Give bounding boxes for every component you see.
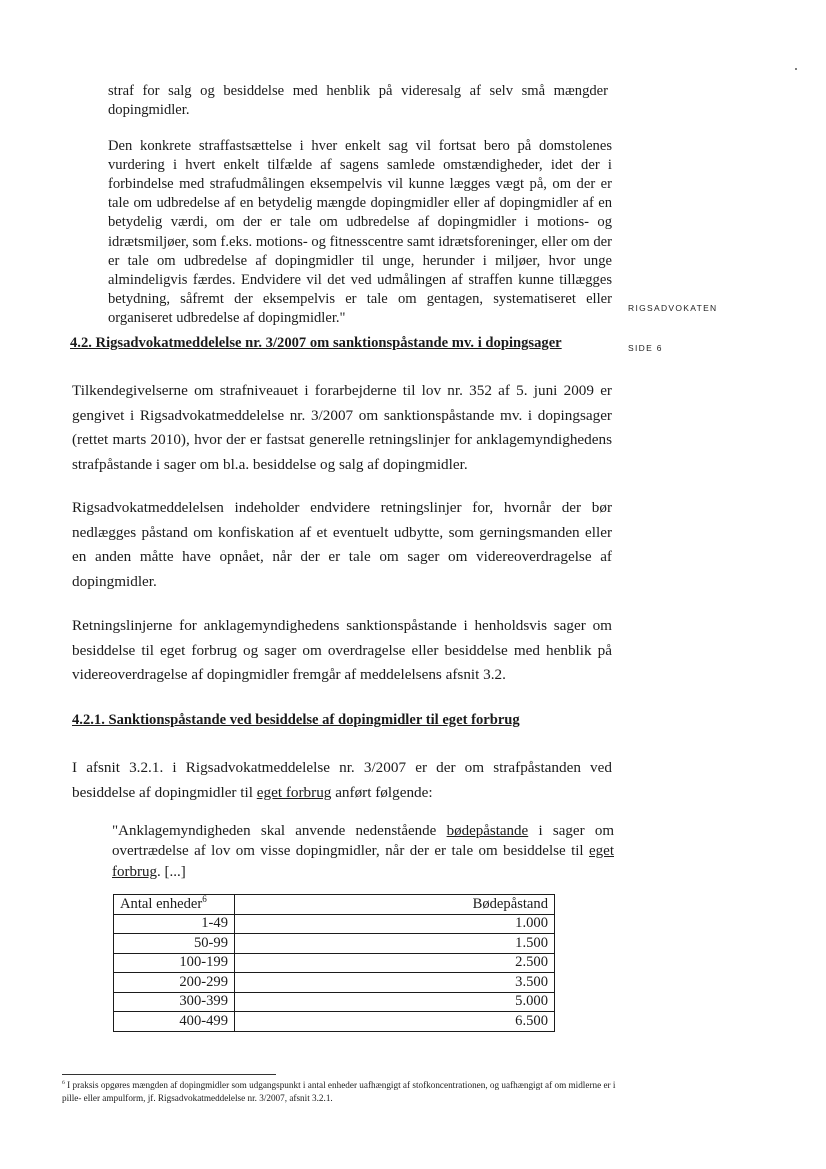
underlined-eget-forbrug: eget forbrug (256, 783, 332, 801)
col-header-units (114, 895, 235, 915)
table-row (114, 1012, 555, 1032)
quote-text-b: i sager om overtrædelse af lov om visse dopingmidler, når der er tale om besiddelse til (112, 823, 614, 860)
cell-units: 300-399 (114, 992, 235, 1012)
table-row (114, 992, 555, 1012)
table-row (114, 953, 555, 973)
intro-text-end: anført følgende: (331, 783, 433, 801)
underlined-bodepastande: bødepåstande (446, 823, 529, 839)
cell-units: 200-299 (114, 973, 235, 993)
footnote-number: 6 (62, 1079, 65, 1086)
intro-text: I afsnit 3.2.1. i Rigsadvokatmeddelelse nr. 3/2007 er der om strafpåstanden ved besiddelse af dopingmidler til (72, 759, 612, 801)
footnote-ref: 6 (202, 893, 207, 904)
cell-fine: 1.000 (235, 914, 555, 934)
footnote (62, 1079, 622, 1106)
fine-table-header-row (114, 895, 555, 915)
cell-units: 1-49 (114, 914, 235, 934)
footnote-text: I praksis opgøres mængden af dopingmidler som udgangspunkt i antal enheder uafhængigt af stofkoncentrationen, og uafhængigt af om midlerne er i pille- eller ampulform, jf. Rigsadvokatmeddelelse nr. 3/2007, afsnit 3.2.1. (62, 1080, 616, 1104)
footnote-separator (62, 1074, 276, 1075)
cell-fine: 2.500 (235, 953, 555, 973)
cell-fine: 3.500 (235, 973, 555, 993)
body-paragraph-3: Retningslinjerne for anklagemyndighedens sanktionspåstande i henholdsvis sager om besiddelse til eget forbrug og sager om overdragelse eller besiddelse med henblik på videreoverdragelse af dopingmidler fremgår af meddelelsens afsnit 3.2. (72, 617, 612, 684)
table-row (114, 914, 555, 934)
quote-continuation-paragraph: straf for salg og besiddelse med henblik på videresalg af selv små mængder dopingmidler. (108, 83, 608, 118)
table-row (114, 973, 555, 993)
cell-fine: 5.000 (235, 992, 555, 1012)
sidebar-office-name: RIGSADVOKATEN (628, 303, 718, 313)
section-heading-4-2: 4.2. Rigsadvokatmeddelelse nr. 3/2007 om sanktionspåstande mv. i dopingsager (70, 335, 562, 351)
body-paragraph-4 (72, 756, 612, 805)
cell-fine: 6.500 (235, 1012, 555, 1032)
cell-units: 100-199 (114, 953, 235, 973)
cell-fine: 1.500 (235, 934, 555, 954)
sidebar-page-number: SIDE 6 (628, 343, 663, 353)
body-paragraph-2: Rigsadvokatmeddelelsen indeholder endvidere retningslinjer for, hvornår der bør nedlægges påstand om konfiskation af et eventuelt udbytte, som gerningsmanden eller en anden måtte have opnået, når der er tale om sager om videreoverdragelse af dopingmidler. (72, 499, 612, 590)
col-header-fine: Bødepåstand (235, 895, 555, 915)
scan-speck (795, 68, 797, 70)
body-paragraph-1: Tilkendegivelserne om strafniveauet i forarbejderne til lov nr. 352 af 5. juni 2009 er gengivet i Rigsadvokatmeddelelse nr. 3/2007 om sanktionspåstande mv. i dopingsager (rettet marts 2010), hvor der er fastsat generelle retningslinjer for anklagemyndighedens strafpåstande i sager om bl.a. besiddelse og salg af dopingmidler. (72, 382, 612, 473)
quote-paragraph-fines (112, 821, 614, 882)
col-header-units-label: Antal enheder (120, 895, 203, 912)
fine-table (113, 894, 555, 1032)
quote-text-c: . [...] (157, 863, 186, 880)
cell-units: 400-499 (114, 1012, 235, 1032)
table-row (114, 934, 555, 954)
quote-text-a: "Anklagemyndigheden skal anvende nedenstående (112, 823, 447, 839)
section-heading-4-2-1: 4.2.1. Sanktionspåstande ved besiddelse af dopingmidler til eget forbrug (72, 712, 520, 728)
quote-paragraph: Den konkrete straffastsættelse i hver enkelt sag vil fortsat bero på domstolenes vurdering i hvert enkelt tilfælde af sagens samlede omstændigheder, idet der i forbindelse med strafudmålingen eksempelvis vil kunne lægges vægt på, om der er tale om udbredelse af en betydelig mængde dopingmidler eller af dopingmidler af en betydelig værdi, om der er tale om udbredelse af dopingmidler i motions- og idrætsmiljøer, som f.eks. motions- og fitnesscentre samt idrætsforeninger, eller om der er tale om udbredelse af dopingmidler til unge, herunder i miljøer, hvor unge almindeligvis færdes. Endvidere vil det ved udmålingen af straffen kunne tillægges betydning, såfremt der eksempelvis er tale om gentagen, systematiseret eller organiseret udbredelse af dopingmidler." (108, 138, 612, 326)
underlined-eget-forbrug-quote: eget forbrug (112, 843, 614, 880)
cell-units: 50-99 (114, 934, 235, 954)
